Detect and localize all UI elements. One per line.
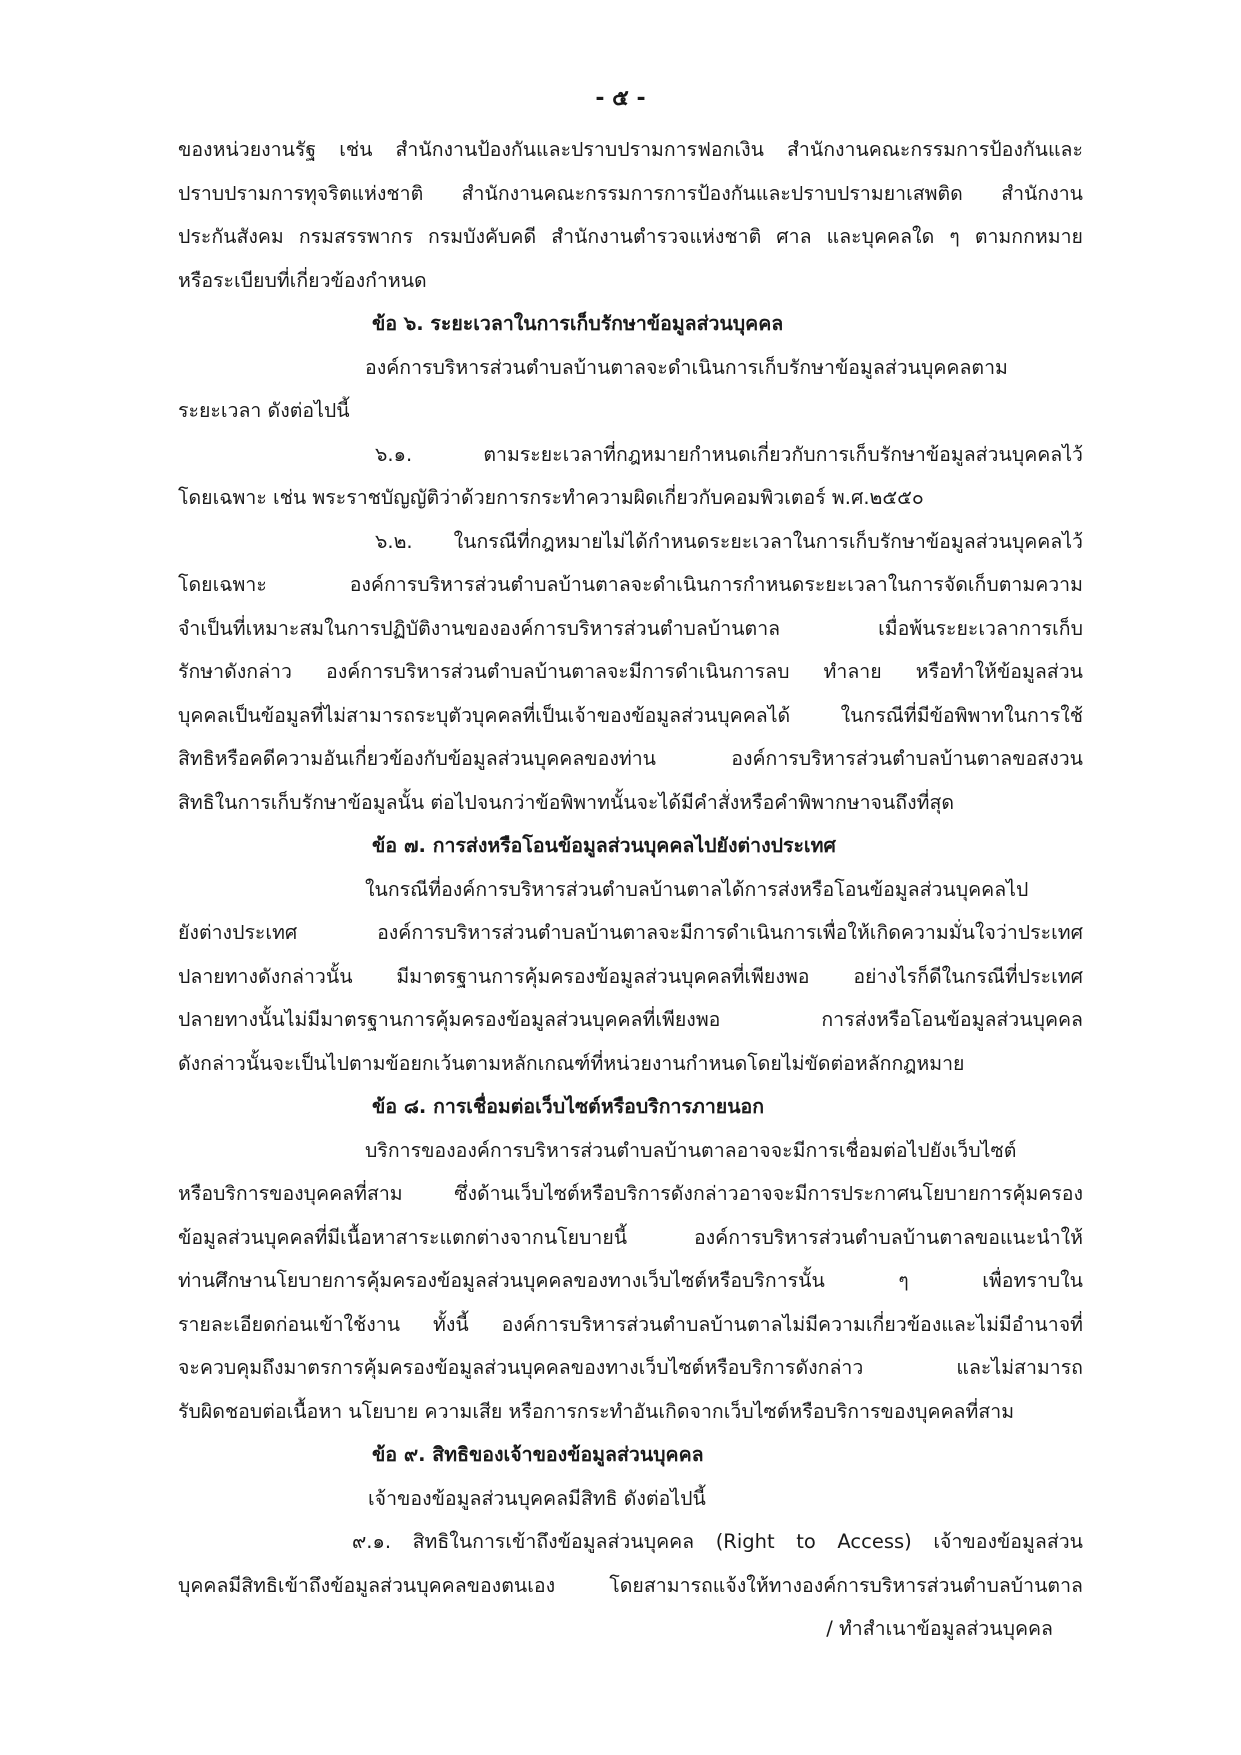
continuation-reference: / ทำสำเนาข้อมูลส่วนบุคคล [826,1617,1053,1640]
paragraph-line: ของหน่วยงานรัฐ เช่น สำนักงานป้องกันและปราบปรามการฟอกเงิน สำนักงานคณะกรรมการป้องกันและ [178,138,1083,161]
paragraph-line: ข้อมูลส่วนบุคคลที่มีเนื้อหาสาระแตกต่างจากนโยบายนี้ องค์การบริหารส่วนตำบลบ้านตาลขอแนะนำให้ [178,1225,1083,1249]
paragraph-line: ประกันสังคม กรมสรรพากร กรมบังคับคดี สำนักงานตำรวจแห่งชาติ ศาล และบุคคลใด ๆ ตามกกหมาย [178,225,1083,248]
paragraph-line: รายละเอียดก่อนเข้าใช้งาน ทั้งนี้ องค์การบริหารส่วนตำบลบ้านตาลไม่มีความเกี่ยวข้องและไม่มีอำนาจที่ [178,1312,1083,1336]
document-body [178,128,1083,1651]
paragraph-line: ยังต่างประเทศ องค์การบริหารส่วนตำบลบ้านตาลจะมีการดำเนินการเพื่อให้เกิดความมั่นใจว่าประเทศ [178,921,1083,944]
paragraph-line: ท่านศึกษานโยบายการคุ้มครองข้อมูลส่วนบุคคลของทางเว็บไซต์หรือบริการนั้น ๆ เพื่อทราบใน [178,1269,1083,1292]
paragraph-line: จะควบคุมถึงมาตรการคุ้มครองข้อมูลส่วนบุคคลของทางเว็บไซต์หรือบริการดังกล่าว และไม่สามารถ [178,1356,1083,1379]
paragraph-line: บุคคลมีสิทธิเข้าถึงข้อมูลส่วนบุคคลของตนเอง โดยสามารถแจ้งให้ทางองค์การบริหารส่วนตำบลบ้านตาล [178,1573,1083,1597]
paragraph-line: ในกรณีที่องค์การบริหารส่วนตำบลบ้านตาลได้การส่งหรือโอนข้อมูลส่วนบุคคลไป [365,877,1029,901]
paragraph-line: ปราบปรามการทุจริตแห่งชาติ สำนักงานคณะกรรมการการป้องกันและปราบปรามยาเสพติด สำนักงาน [178,181,1083,205]
page-number: - ๕ - [595,86,646,111]
paragraph-line: รับผิดชอบต่อเนื้อหา นโยบาย ความเสีย หรือการกระทำอันเกิดจากเว็บไซต์หรือบริการของบุคคลที่สาม [178,1399,1015,1423]
paragraph-line: หรือระเบียบที่เกี่ยวข้องกำหนด [178,268,427,292]
section-heading-9: ข้อ ๙. สิทธิของเจ้าของข้อมูลส่วนบุคคล [372,1443,704,1466]
paragraph-line: หรือบริการของบุคคลที่สาม ซึ่งด้านเว็บไซต์หรือบริการดังกล่าวอาจจะมีการประกาศนโยบายการคุ้มครอง [178,1182,1083,1205]
section-heading-7: ข้อ ๗. การส่งหรือโอนข้อมูลส่วนบุคคลไปยังต่างประเทศ [372,834,836,857]
paragraph-line: เจ้าของข้อมูลส่วนบุคคลมีสิทธิ ดังต่อไปนี้ [368,1486,706,1510]
section-heading-8: ข้อ ๘. การเชื่อมต่อเว็บไซต์หรือบริการภายนอก [372,1095,765,1118]
paragraph-line: จำเป็นที่เหมาะสมในการปฏิบัติงานขององค์การบริหารส่วนตำบลบ้านตาล เมื่อพ้นระยะเวลาการเก็บ [178,616,1083,640]
paragraph-line: บุคคลเป็นข้อมูลที่ไม่สามารถระบุตัวบุคคลที่เป็นเจ้าของข้อมูลส่วนบุคคลได้ ในกรณีที่มีข้อพิพาทในการใช้ [178,703,1083,727]
paragraph-line: โดยเฉพาะ องค์การบริหารส่วนตำบลบ้านตาลจะดำเนินการกำหนดระยะเวลาในการจัดเก็บตามความ [178,573,1083,596]
paragraph-line: องค์การบริหารส่วนตำบลบ้านตาลจะดำเนินการเก็บรักษาข้อมูลส่วนบุคคลตาม [365,355,1008,379]
section-heading-6: ข้อ ๖. ระยะเวลาในการเก็บรักษาข้อมูลส่วนบุคคล [372,312,784,335]
paragraph-line: ปลายทางดังกล่าวนั้น มีมาตรฐานการคุ้มครองข้อมูลส่วนบุคคลที่เพียงพอ อย่างไรก็ดีในกรณีที่ประเทศ [178,964,1083,988]
paragraph-line: สิทธิหรือคดีความอันเกี่ยวข้องกับข้อมูลส่วนบุคคลของท่าน องค์การบริหารส่วนตำบลบ้านตาลขอสงวน [178,747,1083,770]
paragraph-line: โดยเฉพาะ เช่น พระราชบัญญัติว่าด้วยการกระทำความผิดเกี่ยวกับคอมพิวเตอร์ พ.ศ.๒๕๕๐ [178,486,924,509]
paragraph-line: สิทธิในการเก็บรักษาข้อมูลนั้น ต่อไปจนกว่าข้อพิพาทนั้นจะได้มีคำสั่งหรือคำพิพากษาจนถึงที่สุด [178,790,955,814]
paragraph-line: ดังกล่าวนั้นจะเป็นไปตามข้อยกเว้นตามหลักเกณฑ์ที่หน่วยงานกำหนดโดยไม่ขัดต่อหลักกฎหมาย [178,1051,965,1075]
paragraph-line: ปลายทางนั้นไม่มีมาตรฐานการคุ้มครองข้อมูลส่วนบุคคลที่เพียงพอ การส่งหรือโอนข้อมูลส่วนบุคคล [178,1008,1083,1031]
paragraph-line: ๖.๒. ในกรณีที่กฎหมายไม่ได้กำหนดระยะเวลาในการเก็บรักษาข้อมูลส่วนบุคคลไว้ [375,529,1083,553]
paragraph-line: ๖.๑. ตามระยะเวลาที่กฎหมายกำหนดเกี่ยวกับการเก็บรักษาข้อมูลส่วนบุคคลไว้ [375,442,1083,466]
paragraph-line: ๙.๑. สิทธิในการเข้าถึงข้อมูลส่วนบุคคล (Right to Access) เจ้าของข้อมูลส่วน [352,1530,1083,1553]
paragraph-line: ระยะเวลา ดังต่อไปนี้ [178,399,350,422]
paragraph-line: รักษาดังกล่าว องค์การบริหารส่วนตำบลบ้านตาลจะมีการดำเนินการลบ ทำลาย หรือทำให้ข้อมูลส่วน [178,660,1083,683]
paragraph-line: บริการขององค์การบริหารส่วนตำบลบ้านตาลอาจจะมีการเชื่อมต่อไปยังเว็บไซต์ [365,1138,1017,1162]
